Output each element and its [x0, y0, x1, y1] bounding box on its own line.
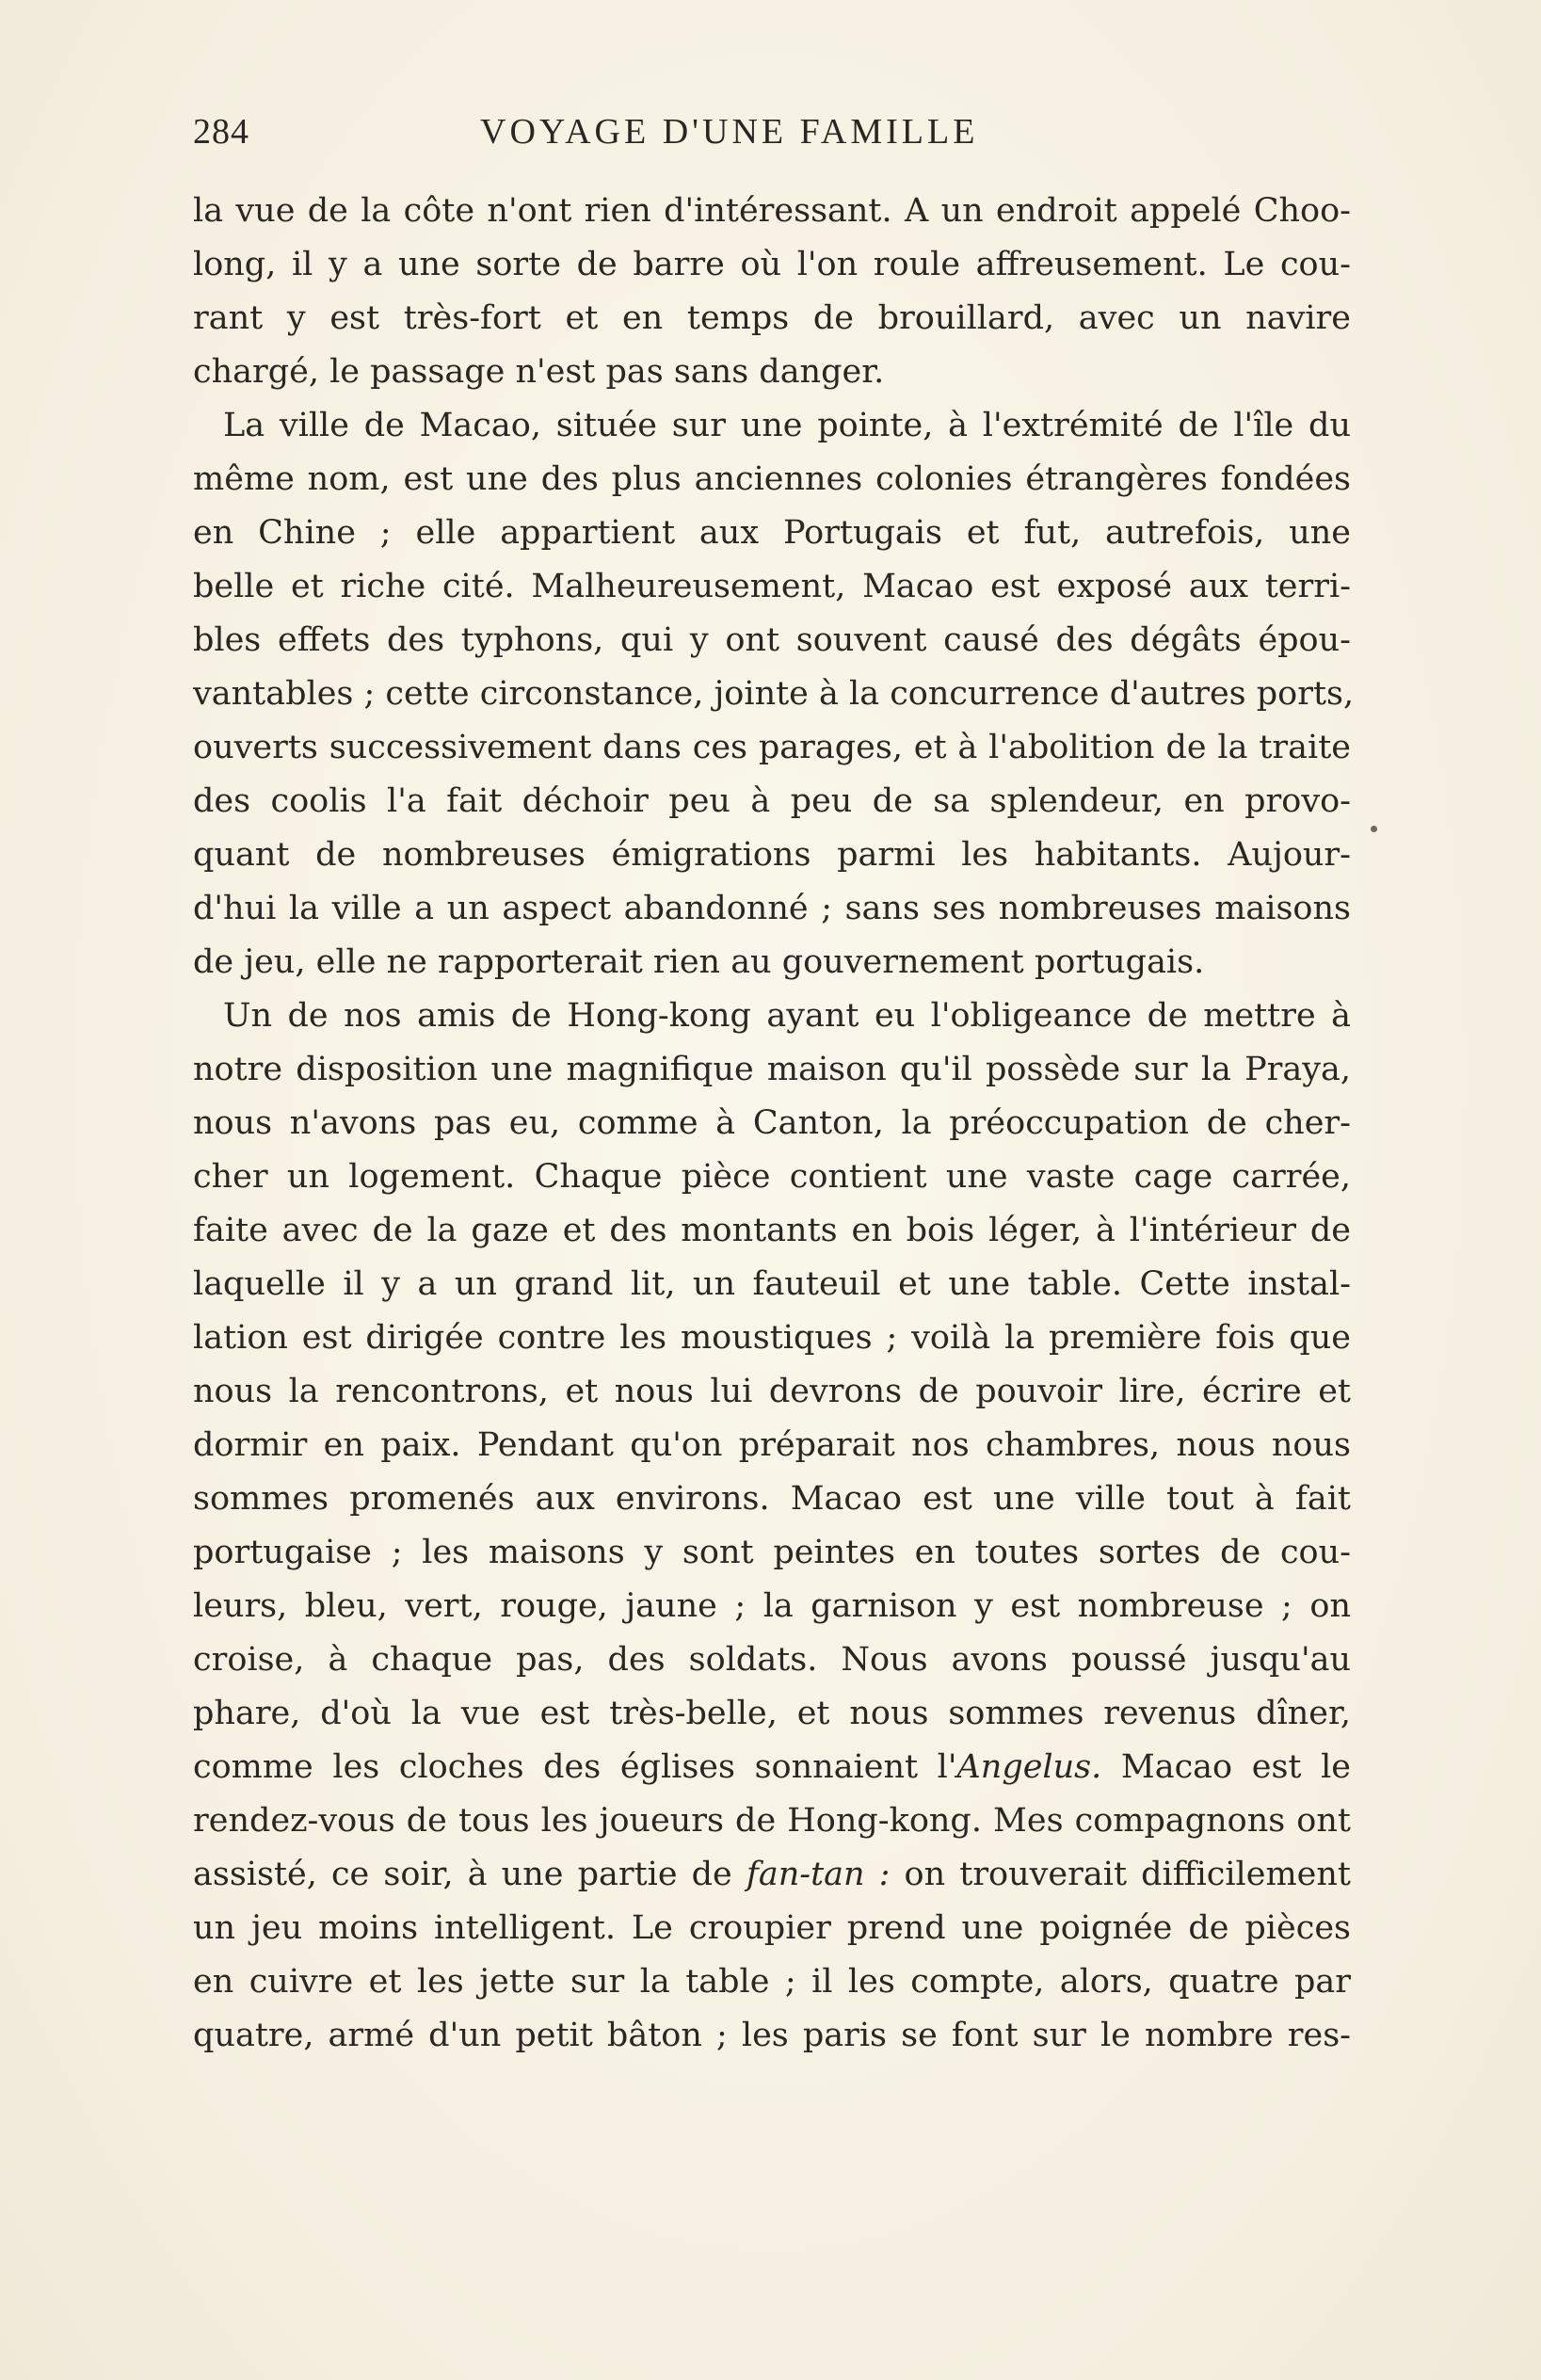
text-line-angelus — [193, 1741, 1351, 1794]
italic-term-angelus: Angelus. — [956, 1748, 1102, 1786]
text-line: chargé, le passage n'est pas sans danger. — [193, 353, 885, 391]
text-line: bles effets des typhons, qui y ont souvent causé des dégâts épou- — [193, 621, 1351, 659]
text-line: des coolis l'a fait déchoir peu à peu de sa splendeur, en provo- — [193, 782, 1351, 820]
text-line: en Chine ; elle appartient aux Portugais et fut, autrefois, une — [193, 514, 1351, 552]
text-segment: comme les cloches des églises sonnaient l' — [193, 1748, 957, 1786]
text-line: Un de nos amis de Hong-kong ayant eu l'obligeance de mettre à — [223, 997, 1351, 1035]
text-line: vantables ; cette circonstance, jointe à la concurrence d'autres ports, — [193, 675, 1355, 713]
text-segment: on trouverait difficilement — [890, 1856, 1351, 1893]
text-line: nous la rencontrons, et nous lui devrons de pouvoir lire, écrire et — [193, 1373, 1351, 1410]
text-line: portugaise ; les maisons y sont peintes en toutes sortes de cou- — [193, 1534, 1351, 1571]
body-text — [193, 185, 1355, 2063]
text-line: nous n'avons pas eu, comme à Canton, la préoccupation de cher- — [193, 1104, 1351, 1142]
text-line: long, il y a une sorte de barre où l'on roule affreusement. Le cou- — [193, 246, 1351, 283]
text-line: notre disposition une magnifique maison qu'il possède sur la Praya, — [193, 1051, 1351, 1088]
italic-term-fan-tan: fan-tan : — [746, 1856, 891, 1893]
text-line: belle et riche cité. Malheureusement, Macao est exposé aux terri- — [193, 568, 1351, 605]
running-title: VOYAGE D'UNE FAMILLE — [480, 112, 979, 152]
text-line: La ville de Macao, située sur une pointe, à l'extrémité de l'île du — [223, 407, 1351, 444]
text-line: d'hui la ville a un aspect abandonné ; sans ses nombreuses maisons — [193, 890, 1351, 927]
text-line: phare, d'où la vue est très-belle, et nous sommes revenus dîner, — [193, 1695, 1351, 1732]
text-line: quant de nombreuses émigrations parmi les habitants. Aujour- — [193, 836, 1351, 874]
text-line: en cuivre et les jette sur la table ; il les compte, alors, quatre par — [193, 1963, 1351, 2001]
text-line-fantan — [193, 1848, 1351, 1902]
text-line: de jeu, elle ne rapporterait rien au gouvernement portugais. — [193, 943, 1205, 981]
text-line: quatre, armé d'un petit bâton ; les paris se font sur le nombre res- — [193, 2017, 1351, 2054]
running-head — [193, 111, 1051, 164]
text-line: faite avec de la gaze et des montants en bois léger, à l'intérieur de — [193, 1212, 1351, 1249]
text-segment: assisté, ce soir, à une partie de — [193, 1856, 746, 1893]
text-line: croise, à chaque pas, des soldats. Nous avons poussé jusqu'au — [193, 1641, 1351, 1679]
text-line: laquelle il y a un grand lit, un fauteuil et une table. Cette instal- — [193, 1265, 1351, 1303]
text-line: rant y est très-fort et en temps de brouillard, avec un navire — [193, 299, 1351, 337]
page-number: 284 — [193, 112, 249, 152]
text-line: sommes promenés aux environs. Macao est une ville tout à fait — [193, 1480, 1351, 1518]
ink-speck — [1371, 826, 1377, 832]
text-line: un jeu moins intelligent. Le croupier prend une poignée de pièces — [193, 1909, 1351, 1947]
text-segment: Macao est le — [1101, 1748, 1351, 1786]
text-line: lation est dirigée contre les moustiques ; voilà la première fois que — [193, 1319, 1351, 1357]
text-line: même nom, est une des plus anciennes colonies étrangères fondées — [193, 460, 1351, 498]
text-line: leurs, bleu, vert, rouge, jaune ; la garnison y est nombreuse ; on — [193, 1587, 1351, 1625]
text-line: ouverts successivement dans ces parages, et à l'abolition de la traite — [193, 729, 1351, 766]
text-line: cher un logement. Chaque pièce contient une vaste cage carrée, — [193, 1158, 1351, 1196]
text-line: la vue de la côte n'ont rien d'intéressant. A un endroit appelé Choo- — [193, 192, 1351, 230]
text-line: dormir en paix. Pendant qu'on préparait nos chambres, nous nous — [193, 1426, 1351, 1464]
text-line: rendez-vous de tous les joueurs de Hong-kong. Mes compagnons ont — [193, 1802, 1351, 1840]
